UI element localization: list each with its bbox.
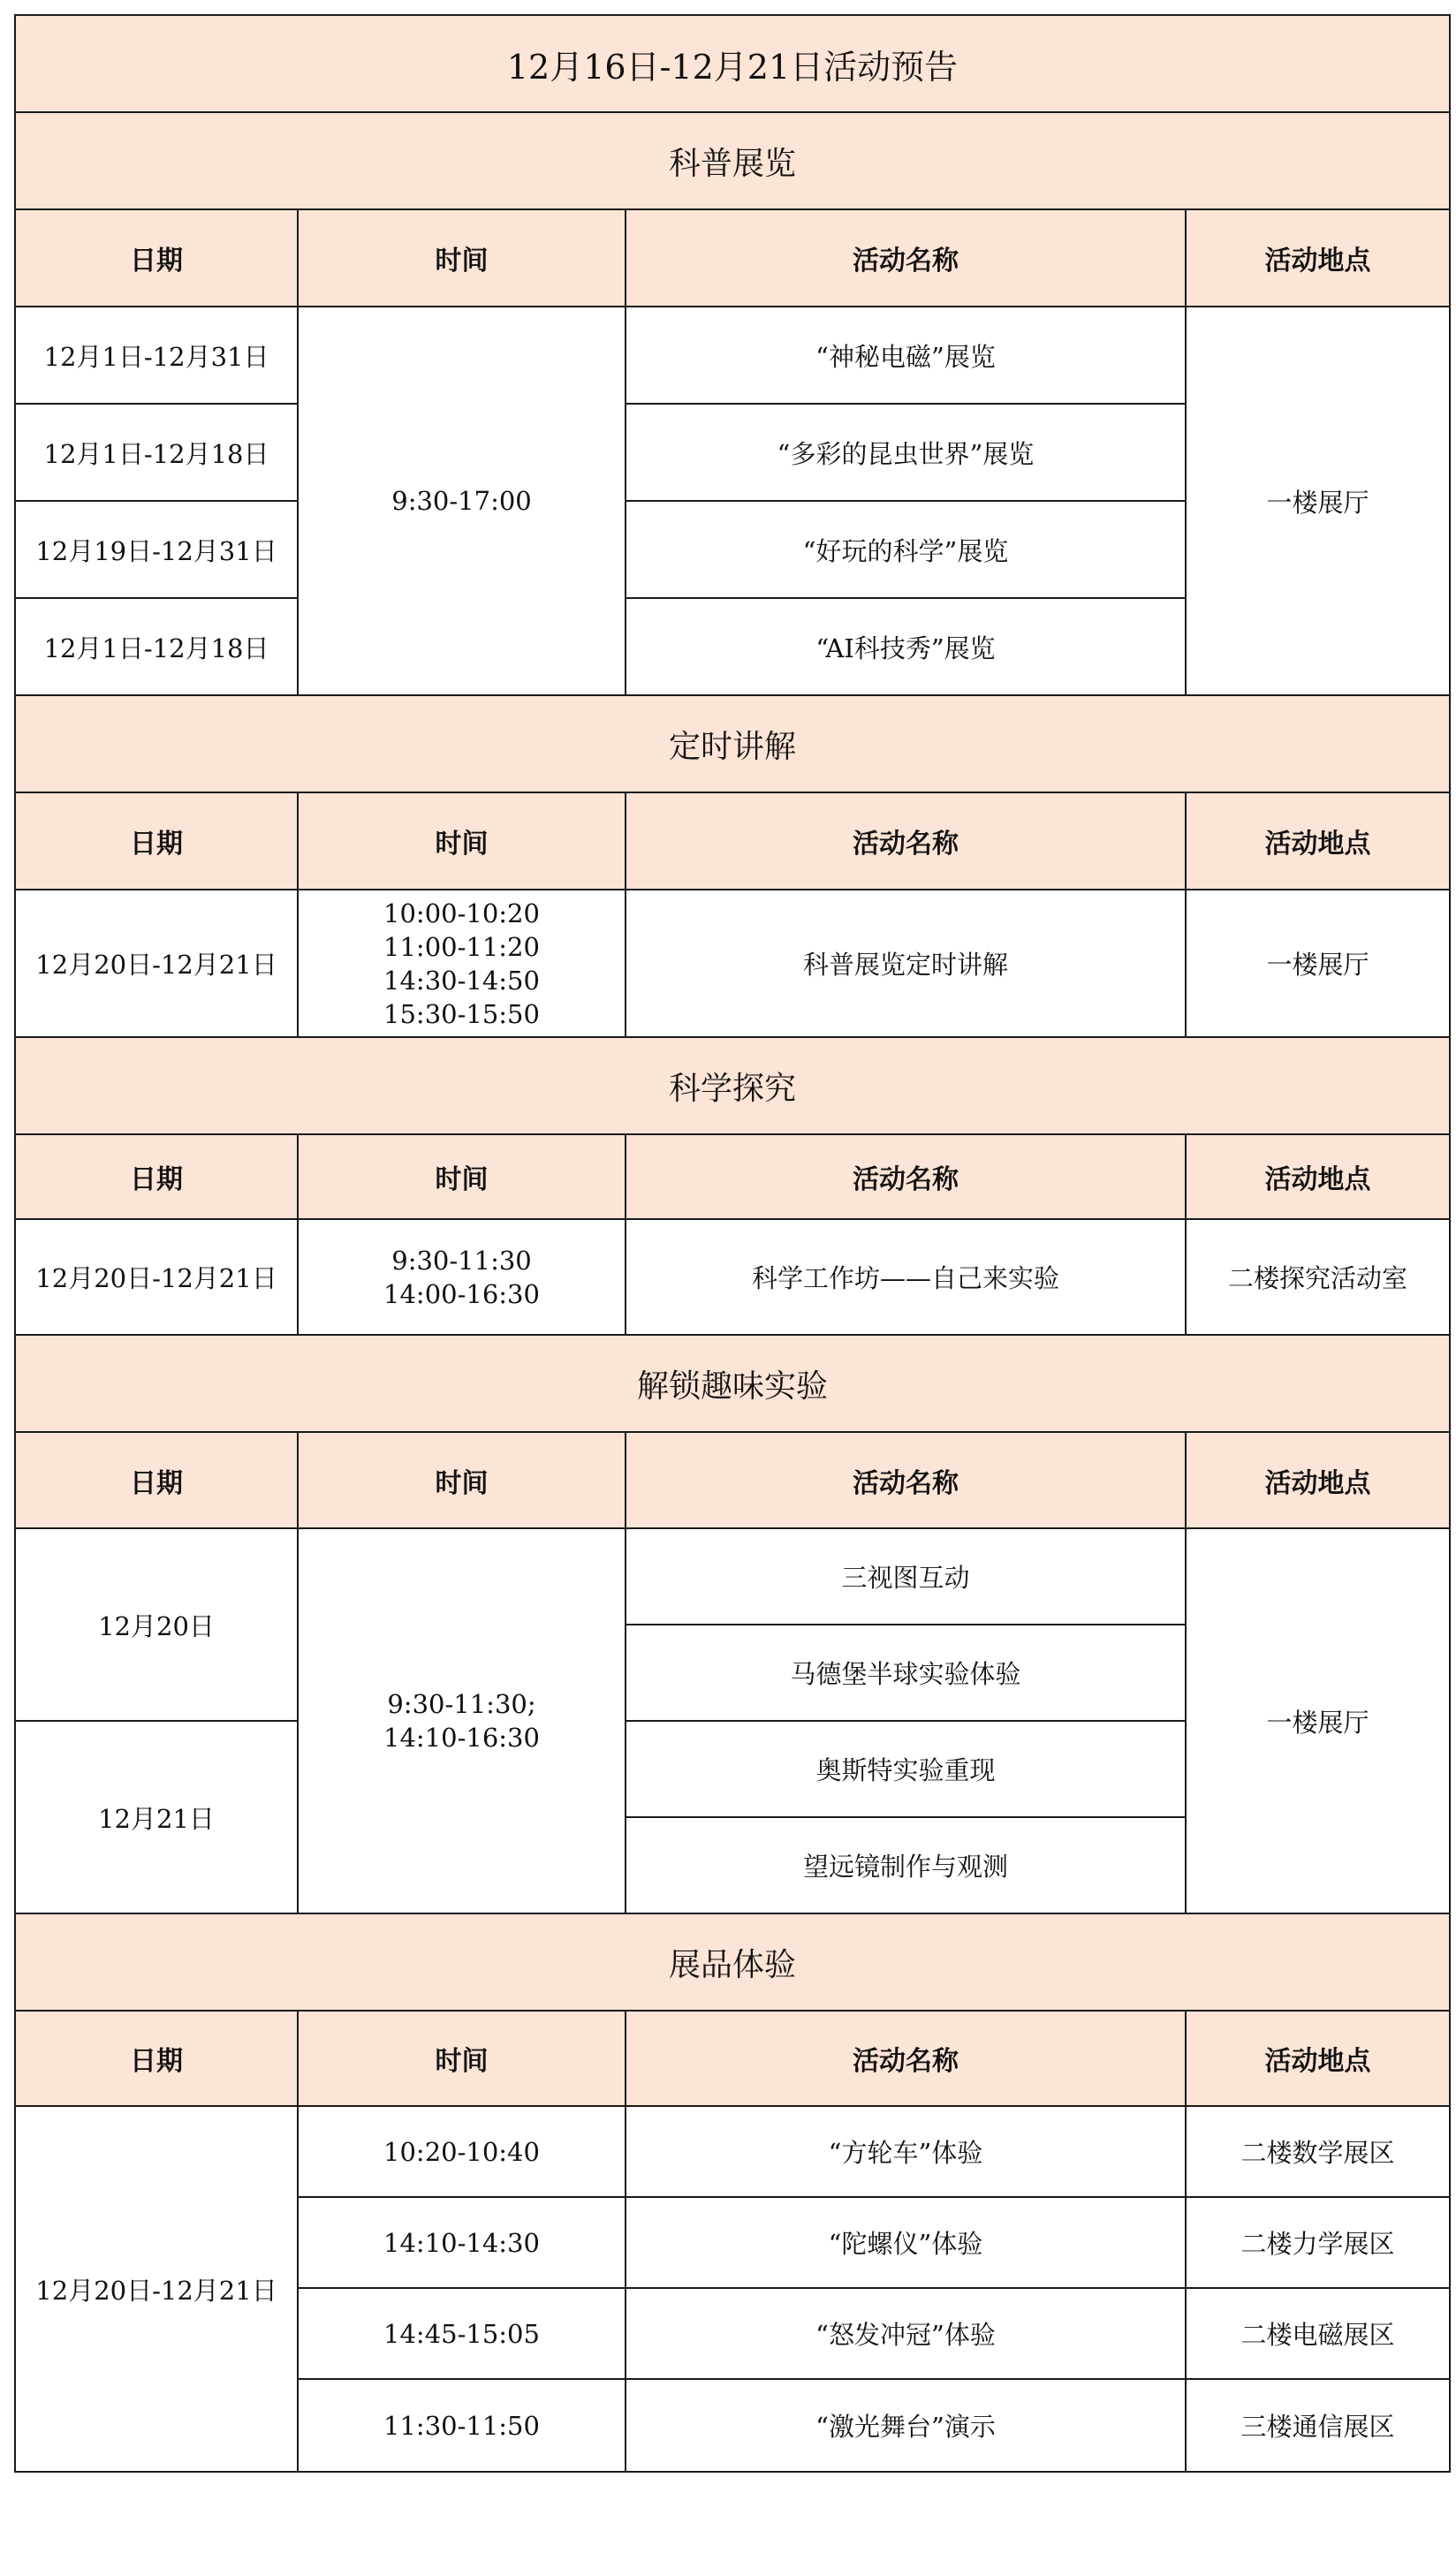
header-location: 活动地点	[1186, 209, 1450, 307]
table-header-row	[15, 2011, 1450, 2106]
section-title-guided-tours: 定时讲解	[15, 695, 1450, 792]
header-time: 时间	[298, 2011, 626, 2106]
table-row	[15, 890, 1450, 1037]
header-date: 日期	[15, 1134, 298, 1219]
header-name: 活动名称	[626, 1134, 1186, 1219]
section-title-fun-experiments: 解锁趣味实验	[15, 1335, 1450, 1432]
header-time: 时间	[298, 1134, 626, 1219]
table-row	[15, 1219, 1450, 1335]
time-cell: 9:30-11:30; 14:10-16:30	[298, 1528, 626, 1913]
date-cell: 12月20日	[15, 1528, 298, 1721]
time-cell: 9:30-17:00	[298, 307, 626, 695]
activity-name-cell: “AI科技秀”展览	[626, 598, 1186, 695]
activity-name-cell: 三视图互动	[626, 1528, 1186, 1625]
table-header-row	[15, 792, 1450, 890]
time-cell: 9:30-11:30 14:00-16:30	[298, 1219, 626, 1335]
header-date: 日期	[15, 209, 298, 307]
location-cell: 二楼数学展区	[1186, 2106, 1450, 2197]
activity-name-cell: “陀螺仪”体验	[626, 2197, 1186, 2288]
activity-name-cell: “激光舞台”演示	[626, 2379, 1186, 2472]
table-row	[15, 2106, 1450, 2197]
header-location: 活动地点	[1186, 1432, 1450, 1528]
section-title-exhibit-experience: 展品体验	[15, 1913, 1450, 2011]
header-name: 活动名称	[626, 209, 1186, 307]
activity-name-cell: “好玩的科学”展览	[626, 501, 1186, 598]
time-cell: 10:00-10:20 11:00-11:20 14:30-14:50 15:30-15:50	[298, 890, 626, 1037]
activity-name-cell: 望远镜制作与观测	[626, 1817, 1186, 1913]
header-name: 活动名称	[626, 2011, 1186, 2106]
schedule-document	[14, 14, 1449, 2473]
date-cell: 12月1日-12月31日	[15, 307, 298, 404]
activity-name-cell: 科学工作坊——自己来实验	[626, 1219, 1186, 1335]
date-cell: 12月20日-12月21日	[15, 1219, 298, 1335]
table-header-row	[15, 209, 1450, 307]
table-row	[15, 307, 1450, 404]
table-header-row	[15, 1432, 1450, 1528]
section-title-exhibitions: 科普展览	[15, 112, 1450, 209]
time-cell: 14:45-15:05	[298, 2288, 626, 2379]
activity-name-cell: “多彩的昆虫世界”展览	[626, 404, 1186, 501]
location-cell: 二楼力学展区	[1186, 2197, 1450, 2288]
date-cell: 12月21日	[15, 1721, 298, 1913]
table-row	[15, 1528, 1450, 1625]
activity-name-cell: “方轮车”体验	[626, 2106, 1186, 2197]
date-cell: 12月19日-12月31日	[15, 501, 298, 598]
activity-name-cell: “怒发冲冠”体验	[626, 2288, 1186, 2379]
time-cell: 14:10-14:30	[298, 2197, 626, 2288]
date-cell: 12月20日-12月21日	[15, 2106, 298, 2472]
header-date: 日期	[15, 792, 298, 890]
date-cell: 12月20日-12月21日	[15, 890, 298, 1037]
header-location: 活动地点	[1186, 2011, 1450, 2106]
header-name: 活动名称	[626, 1432, 1186, 1528]
header-date: 日期	[15, 2011, 298, 2106]
page-title: 12月16日-12月21日活动预告	[15, 15, 1450, 112]
activity-name-cell: 马德堡半球实验体验	[626, 1625, 1186, 1721]
date-cell: 12月1日-12月18日	[15, 404, 298, 501]
header-name: 活动名称	[626, 792, 1186, 890]
time-cell: 10:20-10:40	[298, 2106, 626, 2197]
location-cell: 三楼通信展区	[1186, 2379, 1450, 2472]
location-cell: 一楼展厅	[1186, 1528, 1450, 1913]
location-cell: 一楼展厅	[1186, 307, 1450, 695]
date-cell: 12月1日-12月18日	[15, 598, 298, 695]
location-cell: 一楼展厅	[1186, 890, 1450, 1037]
time-cell: 11:30-11:50	[298, 2379, 626, 2472]
location-cell: 二楼探究活动室	[1186, 1219, 1450, 1335]
header-time: 时间	[298, 792, 626, 890]
header-time: 时间	[298, 209, 626, 307]
section-title-science-inquiry: 科学探究	[15, 1037, 1450, 1134]
activity-name-cell: “神秘电磁”展览	[626, 307, 1186, 404]
activity-name-cell: 奥斯特实验重现	[626, 1721, 1186, 1817]
table-header-row	[15, 1134, 1450, 1219]
header-time: 时间	[298, 1432, 626, 1528]
header-location: 活动地点	[1186, 792, 1450, 890]
header-location: 活动地点	[1186, 1134, 1450, 1219]
header-date: 日期	[15, 1432, 298, 1528]
activity-name-cell: 科普展览定时讲解	[626, 890, 1186, 1037]
schedule-table	[14, 14, 1451, 2473]
location-cell: 二楼电磁展区	[1186, 2288, 1450, 2379]
